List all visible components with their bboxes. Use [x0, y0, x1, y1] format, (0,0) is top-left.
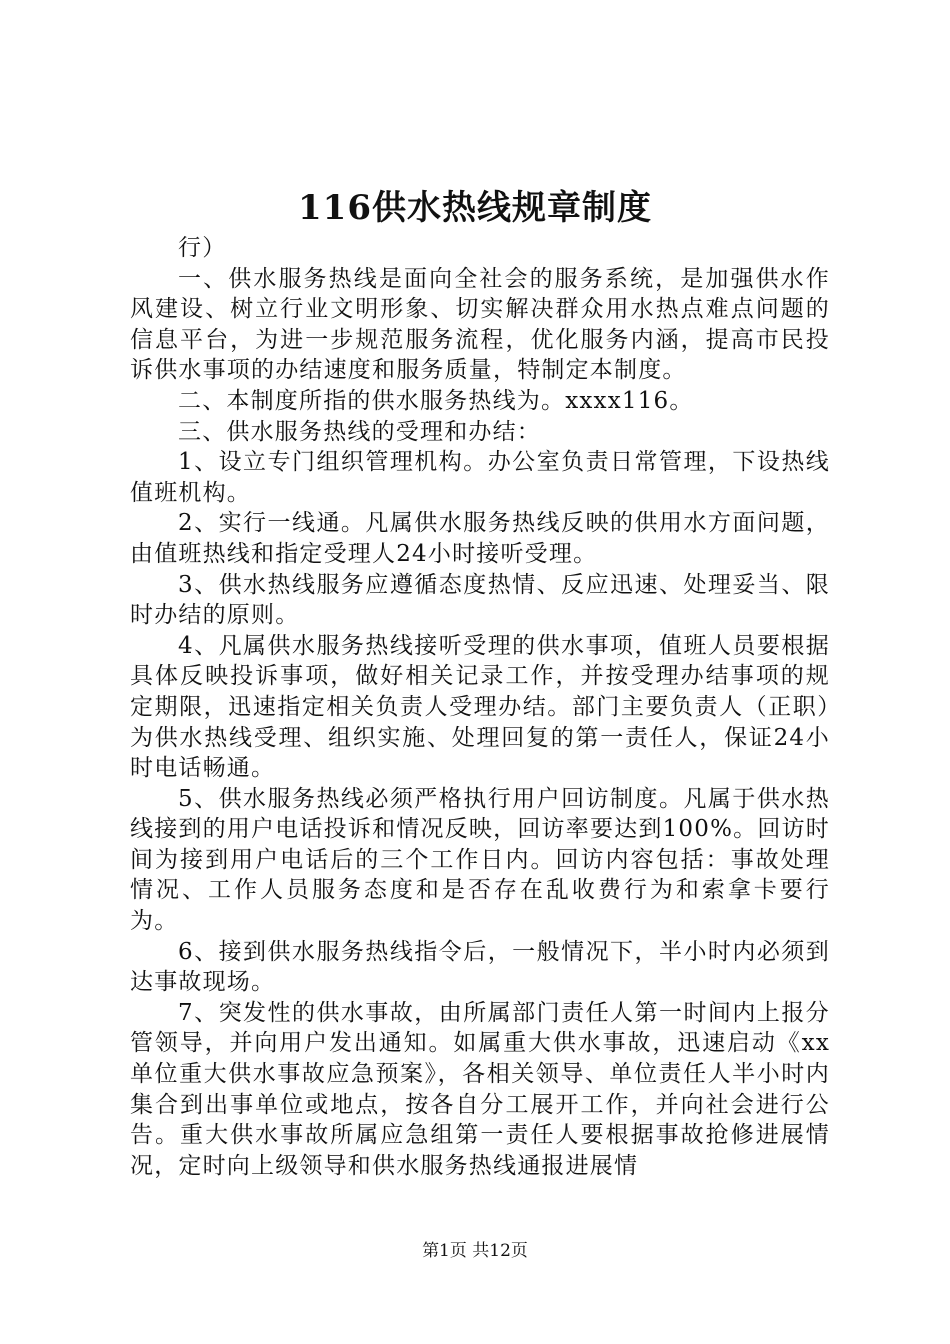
document-body [130, 233, 830, 1181]
paragraph-item-4: 4、凡属供水服务热线接听受理的供水事项，值班人员要根据具体反映投诉事项，做好相关记录工作，并按受理办结事项的规定期限，迅速指定相关负责人受理办结。部门主要负责人（正职）为供水热线受理、组织实施、处理回复的第一责任人，保证24小时电话畅通。 [130, 632, 830, 782]
page-footer: 第1页 共12页 [422, 1241, 528, 1261]
paragraph-section-1: 一、供水服务热线是面向全社会的服务系统，是加强供水作风建设、树立行业文明形象、切实解决群众用水热点难点问题的信息平台，为进一步规范服务流程，优化服务内涵，提高市民投诉供水事项的办结速度和服务质量，特制定本制度。 [130, 265, 830, 384]
paragraph-fragment: 行） [178, 235, 227, 261]
paragraph-item-3: 3、供水热线服务应遵循态度热情、反应迅速、处理妥当、限时办结的原则。 [130, 571, 830, 629]
document-title: 116供水热线规章制度 [298, 188, 652, 228]
paragraph-item-7: 7、突发性的供水事故，由所属部门责任人第一时间内上报分管领导，并向用户发出通知。如属重大供水事故，迅速启动《xx单位重大供水事故应急预案》，各相关领导、单位责任人半小时内集合到出事单位或地点，按各自分工展开工作，并向社会进行公告。重大供水事故所属应急组第一责任人要根据事故抢修进展情况，定时向上级领导和供水服务热线通报进展情 [130, 999, 830, 1179]
paragraph-item-6: 6、接到供水服务热线指令后，一般情况下，半小时内必须到达事故现场。 [130, 938, 830, 996]
paragraph-section-2: 二、本制度所指的供水服务热线为。xxxx116。 [178, 387, 694, 414]
paragraph-section-3: 三、供水服务热线的受理和办结： [178, 418, 541, 445]
paragraph-item-2: 2、实行一线通。凡属供水服务热线反映的供用水方面问题，由值班热线和指定受理人24小时接听受理。 [130, 510, 830, 567]
paragraph-item-1: 1、设立专门组织管理机构。办公室负责日常管理，下设热线值班机构。 [130, 449, 830, 506]
paragraph-item-5: 5、供水服务热线必须严格执行用户回访制度。凡属于供水热线接到的用户电话投诉和情况反映，回访率要达到100%。回访时间为接到用户电话后的三个工作日内。回访内容包括：事故处理情况、工作人员服务态度和是否存在乱收费行为和索拿卡要行为。 [130, 785, 830, 935]
